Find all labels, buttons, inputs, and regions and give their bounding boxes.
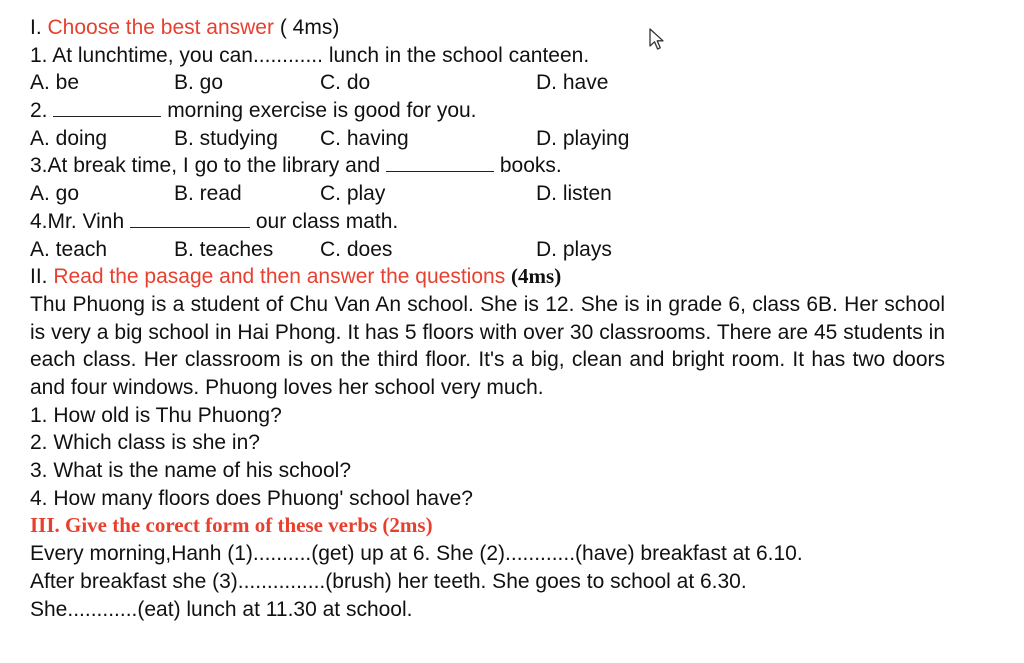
section-2-heading: [30, 263, 1010, 291]
section-1-points: ( 4ms): [279, 16, 340, 39]
comprehension-question-2: 2. Which class is she in?: [30, 431, 260, 455]
option-c[interactable]: C. do: [320, 71, 371, 95]
section-2-numeral: II.: [30, 265, 48, 289]
option-a[interactable]: A. teach: [30, 237, 108, 261]
option-b[interactable]: B. read: [174, 182, 242, 206]
mouse-pointer-icon: [649, 28, 665, 52]
comprehension-question-1: 1. How old is Thu Phuong?: [30, 403, 282, 427]
answer-blank: [386, 153, 494, 172]
verb-line-1: Every morning,Hanh (1)..........(get) up at 6. She (2)............(have) breakfast at 6.10.: [30, 542, 803, 566]
option-d[interactable]: D. plays: [536, 237, 612, 261]
option-a[interactable]: A. go: [30, 182, 80, 206]
comprehension-question-3: 3. What is the name of his school?: [30, 459, 351, 483]
section-1-heading: [30, 14, 1010, 42]
question-2-options: [30, 125, 1010, 153]
question-4-options: [30, 236, 1010, 264]
question-2: [30, 97, 1010, 125]
comprehension-question-4: 4. How many floors does Phuong' school have?: [30, 486, 473, 510]
option-c[interactable]: C. does: [320, 237, 393, 261]
question-3-pre: 3.At break time, I go to the library and: [30, 154, 387, 178]
section-2-title: Read the pasage and then answer the questions: [53, 265, 506, 289]
question-3-options: [30, 180, 1010, 208]
section-1-numeral: I.: [30, 16, 42, 39]
option-d[interactable]: D. have: [536, 71, 609, 95]
option-d[interactable]: D. playing: [536, 126, 630, 150]
question-4-pre: 4.Mr. Vinh: [30, 209, 130, 233]
reading-passage: Thu Phuong is a student of Chu Van An school. She is 12. She is in grade 6, class 6B. Her school is very a big school in Hai Phong. It has 5 floors with over 30 classrooms. There are 45 students in each class. Her classroom is on the third floor. It's a big, clean and bright room. It has two doors and four windows. Phuong loves her school very much.: [30, 292, 945, 399]
option-a[interactable]: A. doing: [30, 126, 108, 150]
question-4-post: our class math.: [250, 209, 399, 233]
option-b[interactable]: B. go: [174, 71, 224, 95]
question-4: [30, 208, 1010, 236]
verb-line-2: After breakfast she (3)...............(brush) her teeth. She goes to school at 6.30.: [30, 569, 747, 593]
option-b[interactable]: B. studying: [174, 126, 278, 150]
question-2-post: morning exercise is good for you.: [161, 99, 477, 123]
question-1-options: [30, 69, 1010, 97]
verb-line-3: She............(eat) lunch at 11.30 at school.: [30, 597, 413, 621]
section-1-title: Choose the best answer: [47, 16, 274, 39]
section-2-points: (4ms): [511, 264, 562, 289]
question-3-post: books.: [494, 154, 562, 178]
option-c[interactable]: C. having: [320, 126, 409, 150]
answer-blank: [53, 98, 161, 117]
option-b[interactable]: B. teaches: [174, 237, 274, 261]
question-2-pre: 2.: [30, 99, 54, 123]
question-1-pre: 1. At lunchtime, you can............: [30, 43, 323, 67]
option-a[interactable]: A. be: [30, 71, 80, 95]
answer-blank: [130, 209, 250, 228]
section-3-heading: III. Give the corect form of these verbs (2ms): [30, 513, 433, 538]
question-3: [30, 152, 1010, 180]
question-1-post: lunch in the school canteen.: [322, 43, 590, 67]
option-d[interactable]: D. listen: [536, 182, 612, 206]
question-1: [30, 42, 1010, 70]
worksheet: [30, 14, 1010, 623]
option-c[interactable]: C. play: [320, 182, 386, 206]
